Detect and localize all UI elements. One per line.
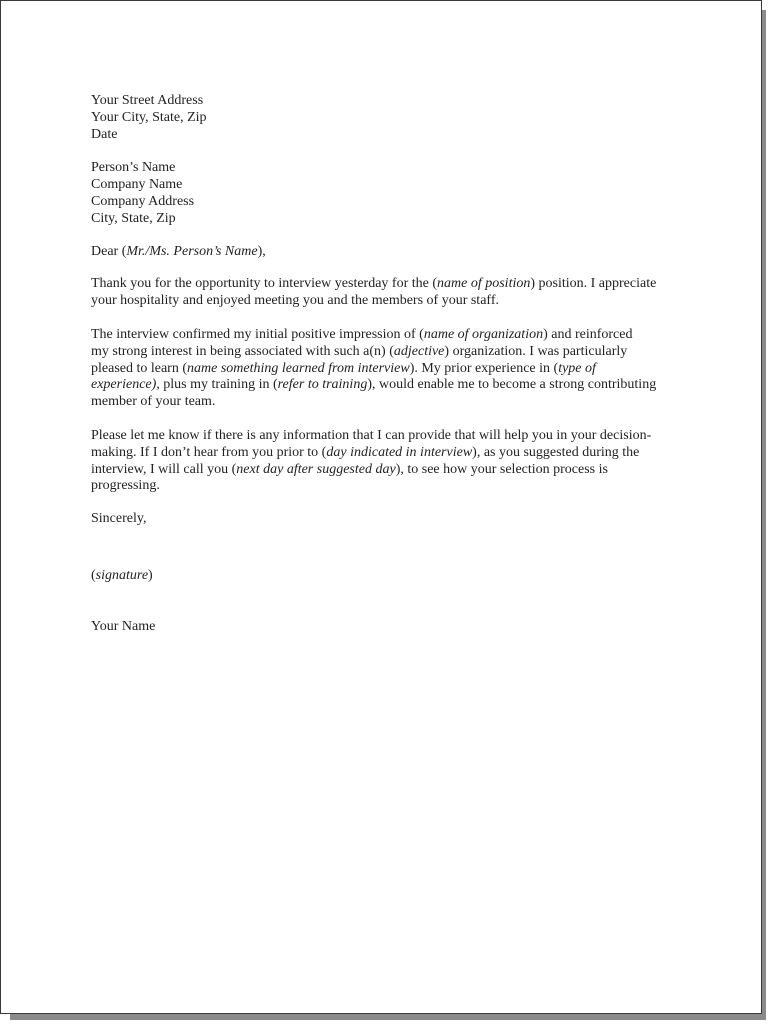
p1-text: ) position. I appreciate: [530, 276, 657, 292]
paragraph-2: [91, 327, 681, 411]
p1-line-2: your hospitality and enjoyed meeting you and the members of your staff.: [91, 293, 499, 309]
paragraph-1: [91, 276, 681, 310]
signature-paren: (: [91, 567, 96, 583]
p3-line-1: Please let me know if there is any information that I can provide that will help you in your decision-: [91, 427, 652, 443]
p2-text: pleased to learn (: [91, 360, 188, 376]
signature-placeholder: signature: [95, 567, 149, 583]
p3-text: making. If I don’t hear from you prior to (: [91, 444, 327, 460]
sender-city: Your City, State, Zip: [91, 109, 207, 125]
salutation-prefix: Dear (: [91, 243, 127, 259]
p3-line-4: progressing.: [91, 478, 160, 494]
p3-placeholder-next-day: next day after suggested day: [236, 461, 396, 477]
typed-name: Your Name: [91, 618, 156, 634]
recipient-address-line: Company Address: [91, 193, 195, 209]
p1-placeholder-position: name of position: [437, 276, 531, 292]
recipient-address: [91, 160, 681, 227]
p2-line-5: member of your team.: [91, 394, 216, 410]
signature-block: [91, 568, 681, 585]
p2-text: my strong interest in being associated with such a(n) (: [91, 343, 394, 359]
p1-text: Thank you for the opportunity to interview yesterday for the (: [91, 276, 438, 292]
p2-text: The interview confirmed my initial positive impression of (: [91, 326, 424, 342]
signature-paren: ): [148, 567, 153, 583]
p2-placeholder-adjective: adjective: [393, 343, 445, 359]
recipient-name: Person’s Name: [91, 160, 176, 176]
salutation-name: Mr./Ms. Person’s Name: [126, 243, 258, 259]
p2-text: ) and reinforced: [543, 326, 633, 342]
p2-text: ) organization. I was particularly: [444, 343, 628, 359]
p3-text: interview, I will call you (: [91, 461, 237, 477]
letter-date: Date: [91, 126, 118, 142]
p3-text: ), to see how your selection process is: [395, 461, 608, 477]
closing: [91, 511, 681, 528]
p2-text: plus my training in (: [159, 377, 278, 393]
p3-placeholder-day: day indicated in interview: [326, 444, 473, 460]
salutation-suffix: ),: [257, 243, 266, 259]
sender-street: Your Street Address: [91, 93, 204, 108]
recipient-company: Company Name: [91, 177, 183, 193]
p2-text: ), would enable me to become a strong contributing: [367, 377, 657, 393]
p2-placeholder-organization: name of organization: [423, 326, 544, 342]
p2-text: ). My prior experience in (: [409, 360, 559, 376]
p2-placeholder-learned: name something learned from interview: [187, 360, 410, 376]
p3-text: ), as you suggested during the: [472, 444, 640, 460]
p2-placeholder-experience-cont: experience),: [91, 377, 160, 393]
paragraph-3: [91, 428, 681, 495]
closing-text: Sincerely,: [91, 511, 147, 527]
letter-body: [91, 93, 681, 636]
p2-placeholder-experience: type of: [558, 360, 596, 376]
salutation: [91, 244, 681, 261]
p2-placeholder-training: refer to training: [277, 377, 368, 393]
sender-address: [91, 93, 681, 143]
typed-name-block: [91, 619, 681, 636]
recipient-city: City, State, Zip: [91, 210, 176, 226]
